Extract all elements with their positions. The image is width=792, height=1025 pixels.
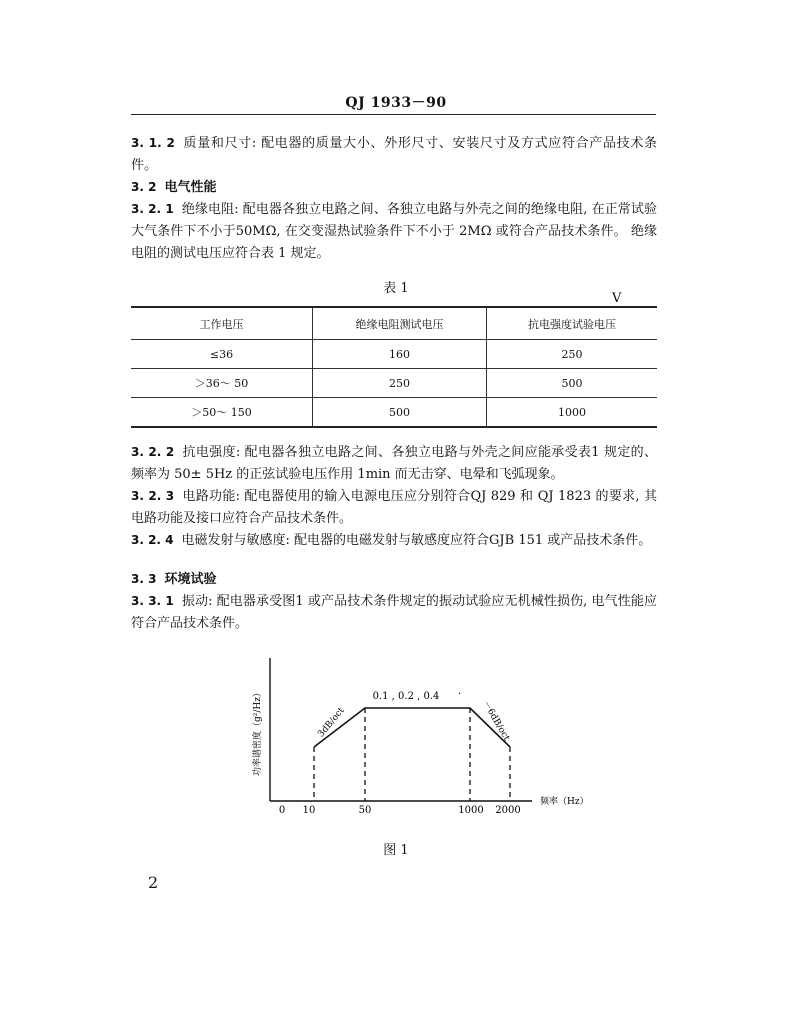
clause-3-2-3 xyxy=(131,485,657,530)
section-title: 环境试验 xyxy=(164,572,217,587)
x-tick-label: 50 xyxy=(358,805,372,816)
clause-number: 3. 2. 4 xyxy=(131,533,174,547)
document-header: QJ 1933－90 xyxy=(345,95,447,111)
plateau-label: 0.1 , 0.2 , 0.4 xyxy=(372,691,440,702)
table-cell: ≤36 xyxy=(131,340,313,369)
y-axis-label: 功率谱密度（g²/Hz） xyxy=(253,688,263,776)
page-number: 2 xyxy=(148,873,159,892)
clause-3-2-4 xyxy=(131,529,657,552)
fall-slope-label: －6dB/oct xyxy=(480,699,512,743)
section-3-2-heading xyxy=(131,176,657,199)
table-row xyxy=(131,398,657,428)
clause-number: 3. 2. 3 xyxy=(131,489,175,503)
table-header-cell: 抗电强度试验电压 xyxy=(487,307,658,340)
plateau-dot: · xyxy=(458,689,462,700)
clause-number: 3. 3. 1 xyxy=(131,594,174,608)
section-number: 3. 2 xyxy=(131,180,157,194)
table-cell: 250 xyxy=(313,369,487,398)
x-tick-label: 10 xyxy=(302,805,316,816)
table-row xyxy=(131,369,657,398)
clause-3-3-1 xyxy=(131,590,657,635)
clause-number: 3. 2. 1 xyxy=(131,202,174,216)
section-title: 电气性能 xyxy=(164,180,217,195)
x-tick-label: 0 xyxy=(278,805,286,816)
header-rule xyxy=(131,114,656,115)
clause-text: 振动: 配电器承受图1 或产品技术条件规定的振动试验应无机械性损伤, 电气性能应符合产品技术条件。 xyxy=(131,594,657,631)
table-cell: 500 xyxy=(487,369,658,398)
table-cell: 250 xyxy=(487,340,658,369)
table-cell: 1000 xyxy=(487,398,658,428)
table-cell: 500 xyxy=(313,398,487,428)
table-header-row xyxy=(131,307,657,340)
x-tick-label: 2000 xyxy=(495,805,521,816)
clause-3-2-2 xyxy=(131,441,657,486)
table-caption: 表 1 xyxy=(383,281,409,296)
clause-text: 抗电强度: 配电器各独立电路之间、各独立电路与外壳之间应能承受表1 规定的、频率为 50± 5Hz 的正弦试验电压作用 1min 而无击穿、电晕和飞弧现象。 xyxy=(131,445,657,482)
table-cell: 160 xyxy=(313,340,487,369)
table-header-cell: 绝缘电阻测试电压 xyxy=(313,307,487,340)
clause-3-1-2 xyxy=(131,132,657,177)
clause-text: 电磁发射与敏感度: 配电器的电磁发射与敏感度应符合GJB 151 或产品技术条件。 xyxy=(181,533,652,548)
clause-text: 电路功能: 配电器使用的输入电源电压应分别符合QJ 829 和 QJ 1823 的要求, 其电路功能及接口应符合产品技术条件。 xyxy=(131,489,657,526)
table-unit: V xyxy=(612,291,622,306)
x-tick-label: 1000 xyxy=(458,805,484,816)
vibration-spectrum-figure xyxy=(240,650,600,825)
clause-text: 质量和尺寸: 配电器的质量大小、外形尺寸、安装尺寸及方式应符合产品技术条件。 xyxy=(131,136,657,173)
table-cell: ＞36～ 50 xyxy=(131,369,313,398)
table-cell: ＞50～ 150 xyxy=(131,398,313,428)
clause-text: 绝缘电阻: 配电器各独立电路之间、各独立电路与外壳之间的绝缘电阻, 在正常试验大气条件下不小于50MΩ, 在交变湿热试验条件下不小于 2MΩ 或符合产品技术条件。 绝缘电阻的测试电压应符合表 1 规定。 xyxy=(131,202,657,261)
section-number: 3. 3 xyxy=(131,572,157,586)
section-3-3-heading xyxy=(131,568,657,591)
clause-number: 3. 1. 2 xyxy=(131,136,175,150)
table-row xyxy=(131,340,657,369)
x-axis-label: 频率（Hz） xyxy=(540,797,589,807)
figure-caption: 图 1 xyxy=(383,843,409,858)
clause-number: 3. 2. 2 xyxy=(131,445,175,459)
rise-slope-label: 3dB/oct xyxy=(316,706,347,740)
table-header-cell: 工作电压 xyxy=(131,307,313,340)
table-1 xyxy=(131,306,657,428)
clause-3-2-1 xyxy=(131,198,657,265)
